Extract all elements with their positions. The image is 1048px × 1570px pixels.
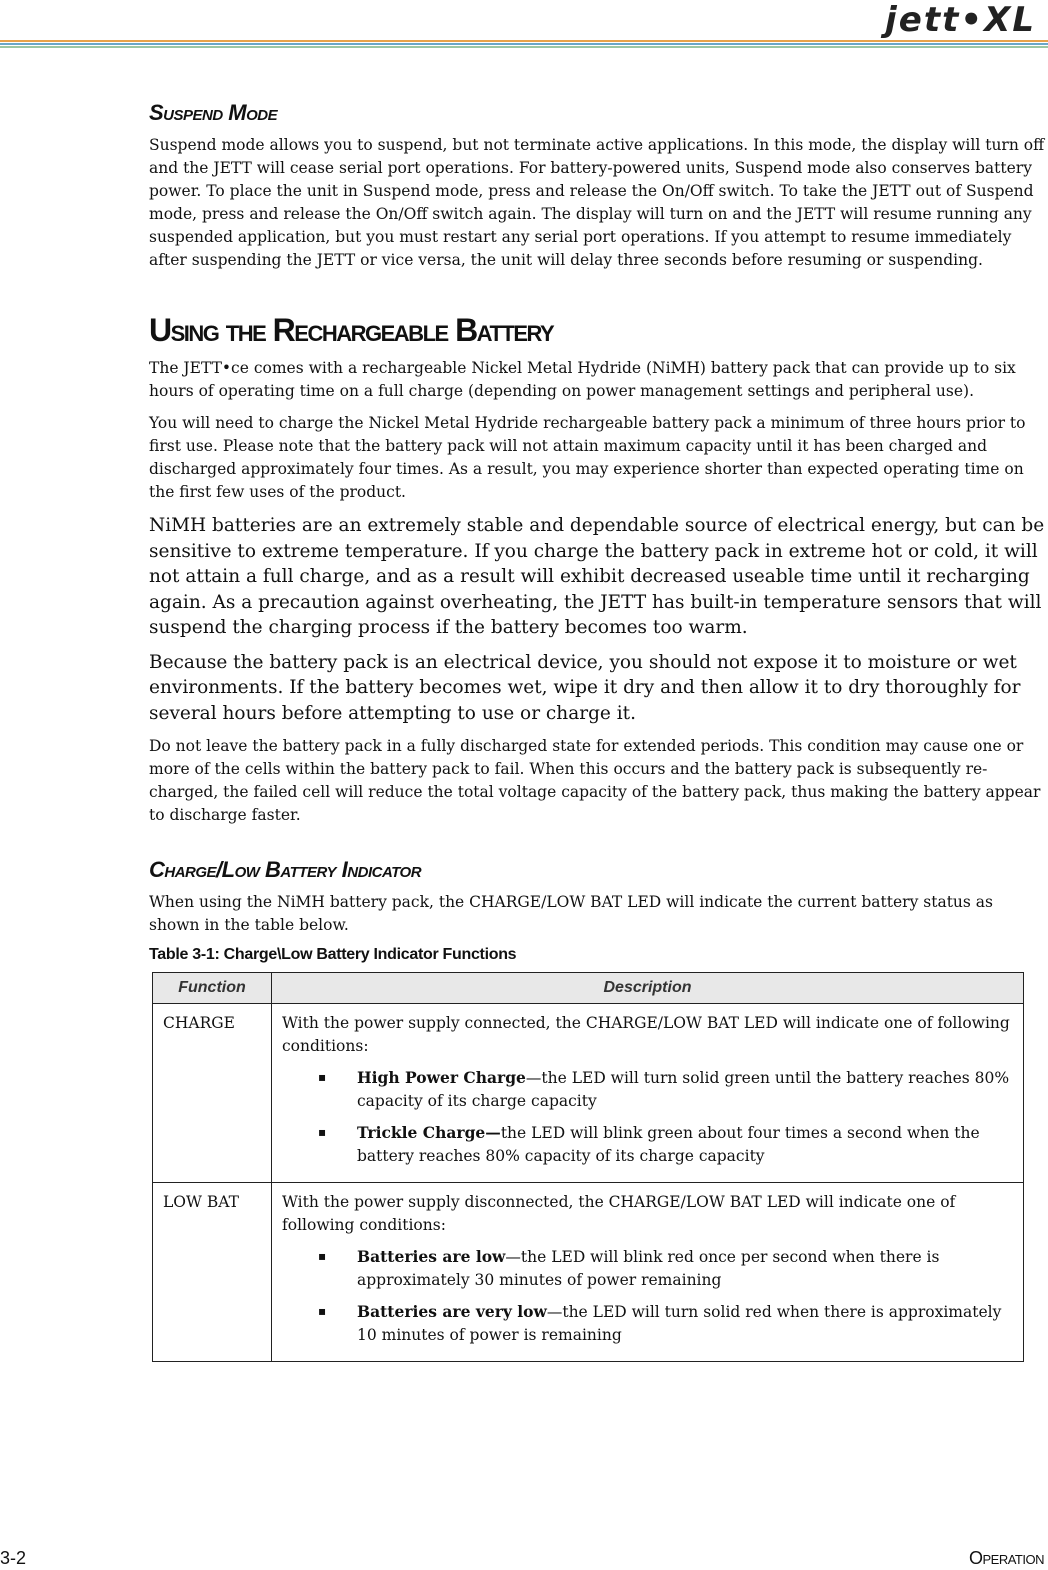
page-number: 3-2 — [0, 1548, 27, 1568]
battery-paragraph-4: Because the battery pack is an electrical device, you should not expose it to moisture or wet environments. If the battery becomes wet, wipe it dry and then allow it to dry thoroughly for several hours before attempting to use or charge it. — [149, 651, 1021, 724]
row-description-charge — [272, 1004, 1024, 1183]
battery-paragraph-2: You will need to charge the Nickel Metal Hydride rechargeable battery pack a minimum of three hours prior to first use. Please note that the battery pack will not attain maximum capacity until it has been charged and discharged approximately four times. As a result, you may experience shorter than expected operating time on the first few uses of the product. — [149, 414, 1026, 501]
condition-text: —the LED will turn solid green until the battery reaches 80% capacity of its charge capacity — [357, 1069, 1010, 1110]
indicator-heading: Charge/Low Battery Indicator — [149, 857, 422, 882]
condition-term: Trickle Charge— — [357, 1123, 501, 1142]
stripe-2 — [0, 43, 1048, 45]
condition-term: Batteries are very low — [357, 1302, 547, 1321]
row-intro: With the power supply connected, the CHARGE/LOW BAT LED will indicate one of following conditions: — [282, 1014, 1010, 1055]
battery-paragraph-3: NiMH batteries are an extremely stable and dependable source of electrical energy, but can be sensitive to extreme temperature. If you charge the battery pack in extreme hot or cold, it will not attain a full charge, and as a result will exhibit decreased useable time until it recharging again. As a precaution against overheating, the JETT has built-in temperature sensors that will suspend the charging process if the battery becomes too warm. — [149, 515, 1045, 638]
condition-term: Batteries are low — [357, 1247, 506, 1266]
battery-paragraph-1: The JETT•ce comes with a rechargeable Nickel Metal Hydride (NiMH) battery pack that can provide up to six hours of operating time on a full charge (depending on power management settings and peripheral use). — [149, 359, 1016, 400]
table-row — [153, 1183, 1024, 1362]
bullet-icon: ▪ — [318, 1249, 327, 1263]
row-intro: With the power supply disconnected, the CHARGE/LOW BAT LED will indicate one of following conditions: — [282, 1193, 956, 1234]
section-name: Operation — [969, 1548, 1044, 1568]
condition-text: —the LED will blink red once per second when there is approximately 30 minutes of power remaining — [357, 1248, 940, 1289]
rechargeable-battery-heading: Using the Rechargeable Battery — [149, 312, 554, 348]
col-function-header: Function — [153, 973, 272, 1004]
row-description-low-bat — [272, 1183, 1024, 1362]
bullet-icon: ▪ — [318, 1070, 327, 1084]
indicator-table — [152, 972, 1024, 1362]
row-function-low-bat: LOW BAT — [153, 1183, 272, 1362]
stripe-1 — [0, 40, 1048, 42]
condition-list — [282, 1066, 1013, 1168]
bullet-icon: ▪ — [318, 1304, 327, 1318]
suspend-mode-heading: Suspend Mode — [149, 100, 278, 125]
list-item — [282, 1245, 1013, 1292]
stripe-3 — [0, 46, 1048, 48]
row-function-charge: CHARGE — [153, 1004, 272, 1183]
table-header-row — [153, 973, 1024, 1004]
list-item — [282, 1066, 1013, 1113]
condition-text: —the LED will turn solid red when there is approximately 10 minutes of power is remaining — [357, 1303, 1002, 1344]
battery-paragraph-5: Do not leave the battery pack in a fully discharged state for extended periods. This condition may cause one or more of the cells within the battery pack to fail. When this occurs and the battery pack is subsequently re-charged, the failed cell will reduce the total voltage capacity of the battery pack, thus making the battery appear to discharge faster. — [149, 737, 1041, 824]
list-item — [282, 1300, 1013, 1347]
header-stripes — [0, 40, 1048, 49]
suspend-mode-paragraph: Suspend mode allows you to suspend, but not terminate active applications. In this mode, the display will turn off and the JETT will cease serial port operations. For battery-powered units, Suspend mode also conserves battery power. To place the unit in Suspend mode, press and release the On/Off switch. To take the JETT out of Suspend mode, press and release the On/Off switch again. The display will turn on and the JETT will resume running any suspended application, but you must restart any serial port operations. If you attempt to resume immediately after suspending the JETT or vice versa, the unit will delay three seconds before resuming or suspending. — [149, 136, 1045, 269]
condition-text: the LED will blink green about four times a second when the battery reaches 80% capacity of its charge capacity — [357, 1124, 980, 1165]
list-item — [282, 1121, 1013, 1168]
condition-list — [282, 1245, 1013, 1347]
jett-xl-logo: jett•XL — [885, 0, 1036, 40]
indicator-paragraph: When using the NiMH battery pack, the CHARGE/LOW BAT LED will indicate the current battery status as shown in the table below. — [149, 893, 993, 934]
bullet-icon: ▪ — [318, 1125, 327, 1139]
col-description-header: Description — [272, 973, 1024, 1004]
page-content — [149, 100, 1045, 1362]
condition-term: High Power Charge — [357, 1068, 526, 1087]
table-row — [153, 1004, 1024, 1183]
table-caption: Table 3-1: Charge\Low Battery Indicator Functions — [149, 946, 517, 963]
